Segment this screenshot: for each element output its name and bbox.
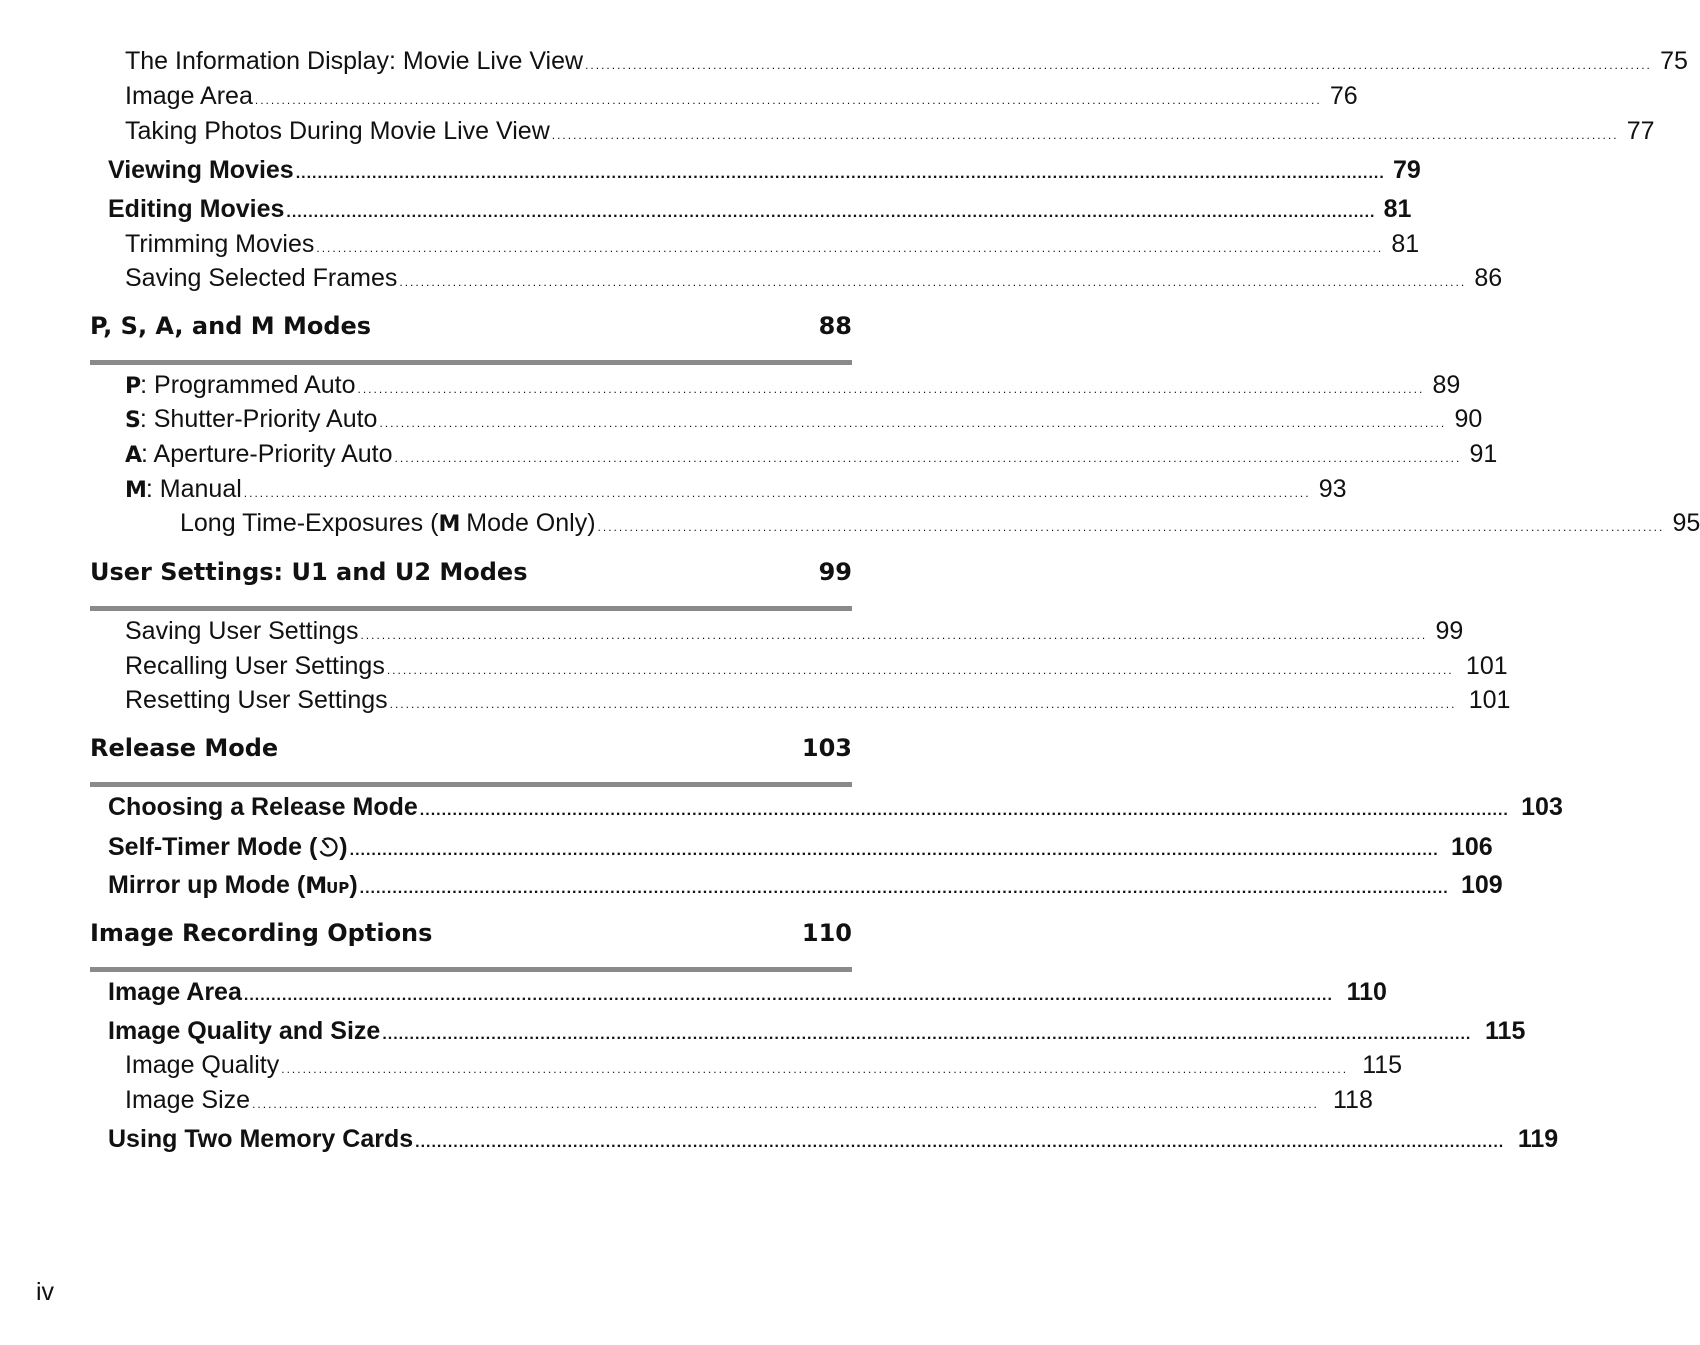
toc-entry[interactable] — [108, 871, 1503, 899]
toc-entry-title: Trimming Movies — [125, 230, 315, 258]
toc-entry[interactable] — [125, 652, 1508, 680]
mode-s-icon: S — [125, 408, 140, 433]
leader-dots: ........................................................................................................................................................................................................ — [379, 416, 1447, 430]
section-heading[interactable] — [90, 921, 852, 972]
leader-dots: ........................................................................................................................................................................................................ — [243, 486, 1311, 500]
toc-entry-page: 90 — [1454, 405, 1483, 433]
leader-dots: ........................................................................................................................................................................................................ — [399, 275, 1467, 289]
toc-entry-page: 103 — [1521, 793, 1563, 821]
mode-m-icon: M — [438, 512, 460, 537]
leader-dots: ........................................................................................................................................................................................................ — [415, 1134, 1505, 1151]
toc-entry-page: 81 — [1383, 195, 1412, 223]
section-page: 88 — [818, 312, 852, 340]
toc-entry-title — [125, 407, 377, 432]
leader-dots: ........................................................................................................................................................................................................ — [357, 382, 1425, 396]
toc-entry-title: Image Area — [108, 978, 242, 1006]
toc-entry-page: 91 — [1469, 440, 1498, 468]
leader-dots: ........................................................................................................................................................................................................ — [386, 663, 1454, 677]
toc-entry[interactable] — [125, 82, 1358, 110]
toc-entry[interactable] — [125, 440, 1498, 468]
section-title: User Settings: U1 and U2 Modes — [90, 558, 528, 586]
toc-entry-title: Choosing a Release Mode — [108, 793, 418, 821]
toc-entry-page: 101 — [1465, 652, 1508, 680]
toc-entry-title: Image Area — [125, 82, 253, 110]
toc-entry[interactable] — [125, 617, 1464, 645]
toc-entry-title: Viewing Movies — [108, 156, 294, 184]
toc-entry-page: 81 — [1391, 230, 1420, 258]
section-page: 110 — [801, 919, 852, 947]
toc-entry[interactable] — [125, 371, 1461, 399]
section-title: Image Recording Options — [90, 919, 433, 947]
toc-entry-title-text: Long Time-Exposures ( — [180, 509, 439, 537]
toc-entry-page: 79 — [1392, 156, 1421, 184]
toc-entry-page: 110 — [1346, 978, 1387, 1006]
leader-dots: ........................................................................................................................................................................................................ — [349, 842, 1439, 859]
toc-entry-page: 99 — [1435, 617, 1464, 645]
toc-entry[interactable] — [108, 1017, 1526, 1045]
toc-entry[interactable] — [108, 195, 1412, 223]
toc-entry[interactable] — [125, 405, 1483, 433]
section-heading[interactable] — [90, 736, 852, 787]
toc-entry-page: 93 — [1318, 475, 1347, 503]
leader-dots: ........................................................................................................................................................................................................ — [419, 802, 1509, 819]
toc-entry-page: 95 — [1672, 509, 1700, 537]
toc-entry[interactable] — [125, 47, 1688, 75]
toc-entry-title-text: ) — [349, 871, 358, 899]
toc-entry-page: 106 — [1450, 833, 1493, 861]
toc-entry-title — [180, 511, 596, 536]
mode-m-icon: M — [125, 478, 146, 503]
toc-entry-page: 75 — [1660, 47, 1688, 75]
section-page: 99 — [818, 558, 852, 586]
toc-entry-title-text: ) — [339, 833, 348, 861]
toc-entry-page: 76 — [1329, 82, 1358, 110]
toc-entry[interactable] — [180, 509, 1700, 537]
leader-dots: ........................................................................................................................................................................................................ — [389, 697, 1457, 711]
toc-entry[interactable] — [108, 833, 1493, 861]
toc-entry[interactable] — [125, 686, 1511, 714]
toc-entry-title: Recalling User Settings — [125, 652, 385, 680]
toc-entry-title-text: Mode Only) — [459, 509, 596, 537]
toc-entry[interactable] — [108, 156, 1421, 184]
toc-entry-title: Image Quality — [125, 1051, 280, 1079]
toc-entry-page: 89 — [1432, 371, 1461, 399]
toc-entry-page: 86 — [1474, 264, 1503, 292]
toc-entry[interactable] — [108, 978, 1387, 1006]
toc-entry-title-text: Mirror up Mode ( — [108, 871, 306, 899]
leader-dots: ........................................................................................................................................................................................................ — [551, 128, 1619, 142]
toc-entry-title — [125, 442, 393, 467]
toc-entry-title: Saving Selected Frames — [125, 264, 398, 292]
toc-entry[interactable] — [108, 1125, 1559, 1153]
toc-entry-title: Taking Photos During Movie Live View — [125, 117, 550, 145]
section-title: Release Mode — [90, 734, 279, 762]
toc-entry-page: 115 — [1362, 1051, 1403, 1079]
toc-entry-title: Image Size — [125, 1086, 251, 1114]
mode-letter: M — [305, 874, 327, 899]
leader-dots: ........................................................................................................................................................................................................ — [360, 628, 1428, 642]
leader-dots: ........................................................................................................................................................................................................ — [295, 165, 1385, 182]
leader-dots: ........................................................................................................................................................................................................ — [286, 204, 1376, 221]
toc-entry-title: Resetting User Settings — [125, 686, 388, 714]
toc-entry[interactable] — [125, 1051, 1403, 1079]
toc-entry-page: 119 — [1517, 1125, 1559, 1153]
toc-entry-title — [108, 873, 358, 898]
section-page: 103 — [801, 734, 852, 762]
section-title: P, S, A, and M Modes — [90, 312, 372, 340]
leader-dots: ........................................................................................................................................................................................................ — [394, 451, 1462, 465]
toc-entry-title: Image Quality and Size — [108, 1017, 381, 1045]
toc-entry-title: Saving User Settings — [125, 617, 359, 645]
toc-entry-title: Using Two Memory Cards — [108, 1125, 414, 1153]
toc-entry-page: 115 — [1485, 1017, 1526, 1045]
toc-entry-title: The Information Display: Movie Live View — [125, 47, 584, 75]
toc-entry[interactable] — [125, 1086, 1373, 1114]
toc-entry-page: 101 — [1468, 686, 1511, 714]
toc-entry-title-text: : Aperture-Priority Auto — [141, 440, 393, 468]
section-heading[interactable] — [90, 314, 852, 365]
toc-entry-title — [125, 373, 356, 398]
page-number: iv — [36, 1278, 55, 1306]
self-timer-icon — [317, 834, 339, 858]
toc-entry-title-text: : Manual — [145, 475, 242, 503]
leader-dots: ........................................................................................................................................................................................................ — [585, 58, 1652, 72]
toc-entry-title — [125, 477, 242, 502]
leader-dots: ........................................................................................................................................................................................................ — [359, 880, 1449, 897]
mode-subscript: UP — [326, 879, 350, 897]
toc-entry-page: 109 — [1460, 871, 1503, 899]
toc-entry-title-text: Self-Timer Mode ( — [108, 833, 318, 861]
mirror-up-mode-icon — [305, 874, 349, 899]
leader-dots: ........................................................................................................................................................................................................ — [254, 93, 1322, 107]
leader-dots: ........................................................................................................................................................................................................ — [281, 1062, 1349, 1076]
mode-p-icon: P — [125, 374, 141, 399]
leader-dots: ........................................................................................................................................................................................................ — [382, 1026, 1472, 1043]
leader-dots: ........................................................................................................................................................................................................ — [243, 987, 1333, 1004]
section-heading[interactable] — [90, 560, 852, 611]
mode-a-icon: A — [125, 443, 142, 468]
leader-dots: ........................................................................................................................................................................................................ — [597, 520, 1665, 534]
toc-entry-page: 118 — [1333, 1086, 1373, 1114]
toc-entry[interactable] — [125, 475, 1347, 503]
leader-dots: ........................................................................................................................................................................................................ — [316, 241, 1384, 255]
toc-entry-title-text: : Programmed Auto — [140, 371, 356, 399]
toc-entry[interactable] — [108, 793, 1563, 821]
toc-entry[interactable] — [125, 117, 1655, 145]
toc-entry[interactable] — [125, 264, 1503, 292]
toc-entry-title — [108, 834, 348, 860]
toc-entry[interactable] — [125, 230, 1420, 258]
toc-entry-title: Editing Movies — [108, 195, 285, 223]
toc-entry-title-text: : Shutter-Priority Auto — [139, 405, 378, 433]
leader-dots: ........................................................................................................................................................................................................ — [252, 1097, 1319, 1111]
toc-entry-page: 77 — [1626, 117, 1655, 145]
